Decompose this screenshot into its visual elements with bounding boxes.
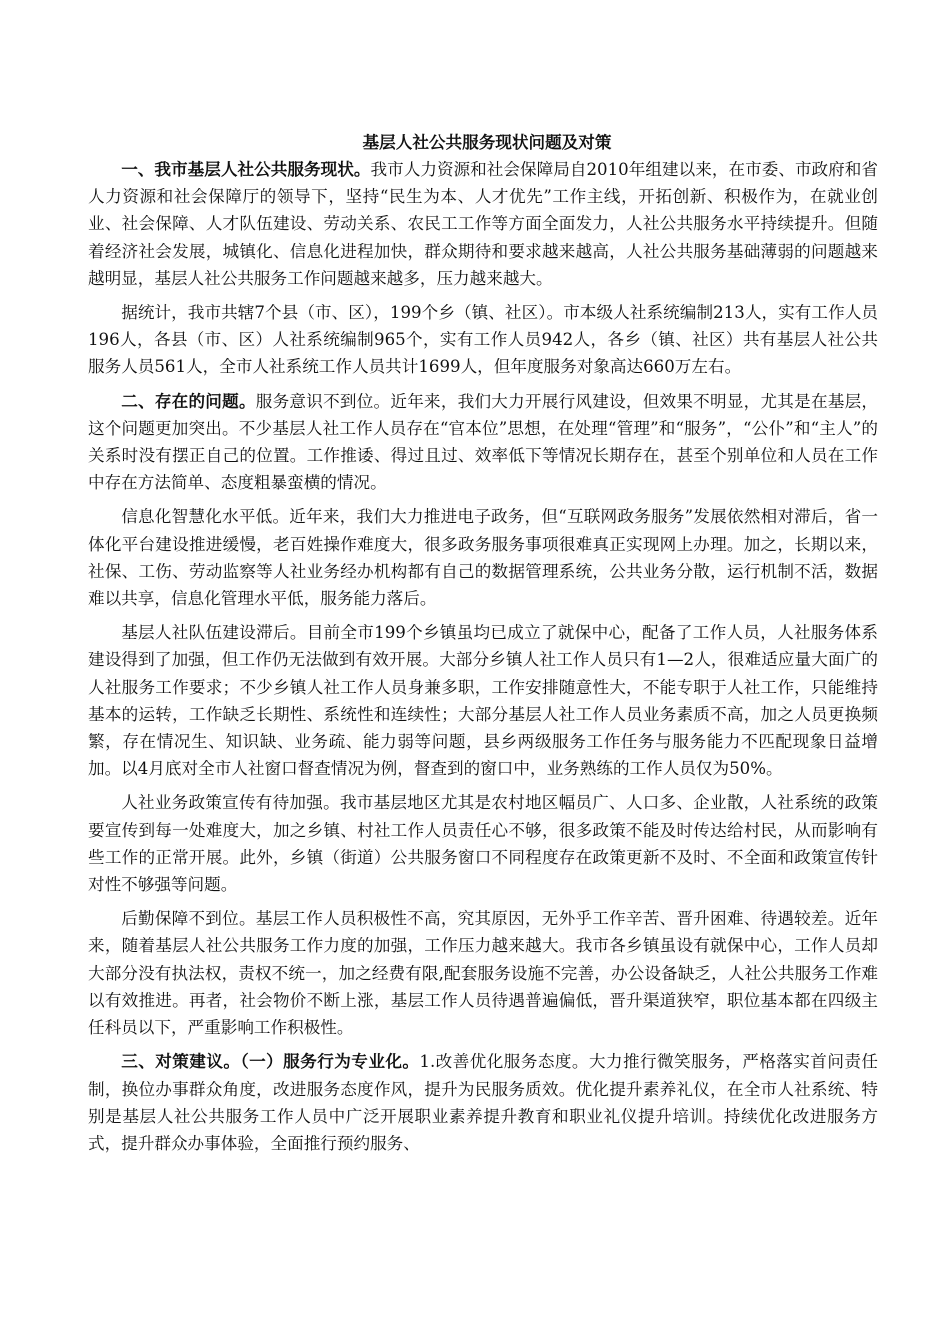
paragraph-6-text: 人社业务政策宣传有待加强。我市基层地区尤其是农村地区幅员广、人口多、企业散，人社系统的政策要宣传到每一处难度大，加之乡镇、村社工作人员责任心不够，很多政策不能及时传达给村民，从而影响有些工作的正常开展。此外，乡镇（街道）公共服务窗口不同程度存在政策更新不及时、不全面和政策宣传针对性不够强等问题。 <box>88 793 878 895</box>
paragraph-1 <box>88 156 878 292</box>
paragraph-2 <box>88 299 878 381</box>
paragraph-6 <box>88 789 878 898</box>
paragraph-7 <box>88 905 878 1041</box>
paragraph-8 <box>88 1048 878 1157</box>
section-heading-3: 三、对策建议。（一）服务行为专业化。 <box>121 1051 420 1072</box>
document-title: 基层人社公共服务现状问题及对策 <box>362 132 612 152</box>
paragraph-7-text: 后勤保障不到位。基层工作人员积极性不高，究其原因，无外乎工作辛苦、晋升困难、待遇较差。近年来，随着基层人社公共服务工作力度的加强，工作压力越来越大。我市各乡镇虽设有就保中心，工作人员却大部分没有执法权，责权不统一，加之经费有限,配套服务设施不完善，办公设备缺乏，人社公共服务工作难以有效推进。再者，社会物价不断上涨，基层工作人员待遇普遍偏低，晋升渠道狭窄，职位基本都在四级主任科员以下，严重影响工作积极性。 <box>88 909 878 1038</box>
section-heading-2: 二、存在的问题。 <box>121 390 256 411</box>
paragraph-1-text: 我市人力资源和社会保障局自2010年组建以来，在市委、市政府和省人力资源和社会保障厅的领导下，坚持“民生为本、人才优先”工作主线，开拓创新、积极作为，在就业创业、社会保障、人才队伍建设、劳动关系、农民工工作等方面全面发力，人社公共服务水平持续提升。但随着经济社会发展，城镇化、信息化进程加快，群众期待和要求越来越高，人社公共服务基础薄弱的问题越来越明显，基层人社公共服务工作问题越来越多，压力越来越大。 <box>88 160 879 288</box>
paragraph-4 <box>88 503 878 612</box>
section-heading-1: 一、我市基层人社公共服务现状。 <box>121 159 371 179</box>
paragraph-8-text: 1.改善优化服务态度。大力推行微笑服务，严格落实首问责任制，换位办事群众角度，改进服务态度作风，提升为民服务质效。优化提升素养礼仪，在全市人社系统、特别是基层人社公共服务工作人员中广泛开展职业素养提升教育和职业礼仪提升培训。持续优化改进服务方式，提升群众办事体验，全面推行预约服务、 <box>88 1052 878 1153</box>
paragraph-3-text: 服务意识不到位。近年来，我们大力开展行风建设，但效果不明显，尤其是在基层，这个问题更加突出。不少基层人社工作人员存在“官本位”思想，在处理“管理”和“服务”，“公仆”和“主人”的关系时没有摆正自己的位置。工作推诿、得过且过、效率低下等情况长期存在，甚至个别单位和人员在工作中存在方法简单、态度粗暴蛮横的情况。 <box>88 391 879 493</box>
paragraph-5 <box>88 619 878 782</box>
paragraph-5-text: 基层人社队伍建设滞后。目前全市199个乡镇虽均已成立了就保中心，配备了工作人员，人社服务体系建设得到了加强，但工作仍无法做到有效开展。大部分乡镇人社工作人员只有1—2人，很难适应量大面广的人社服务工作要求；不少乡镇人社工作人员身兼多职，工作安排随意性大，不能专职于人社工作，只能维持基本的运转，工作缺乏长期性、系统性和连续性；大部分基层人社工作人员业务素质不高，加之人员更换频繁，存在情况生、知识缺、业务疏、能力弱等问题，县乡两级服务工作任务与服务能力不匹配现象日益增加。以4月底对全市人社窗口督查情况为例，督查到的窗口中，业务熟练的工作人员仅为50%。 <box>88 623 878 779</box>
paragraph-2-text: 据统计，我市共辖7个县（市、区），199个乡（镇、社区）。市本级人社系统编制213人，实有工作人员196人，各县（市、区）人社系统编制965个，实有工作人员942人，各乡（镇、社区）共有基层人社公共服务人员561人，全市人社系统工作人员共计1699人，但年度服务对象高达660万左右。 <box>88 303 878 377</box>
document-page <box>88 128 878 1164</box>
paragraph-3 <box>88 388 878 497</box>
paragraph-4-text: 信息化智慧化水平低。近年来，我们大力推进电子政务，但“互联网政务服务”发展依然相对滞后，省一体化平台建设推进缓慢，老百姓操作难度大，很多政务服务事项很难真正实现网上办理。加之，长期以来，社保、工伤、劳动监察等人社业务经办机构都有自己的数据管理系统，公共业务分散，运行机制不活，数据难以共享，信息化管理水平低，服务能力落后。 <box>88 507 878 609</box>
